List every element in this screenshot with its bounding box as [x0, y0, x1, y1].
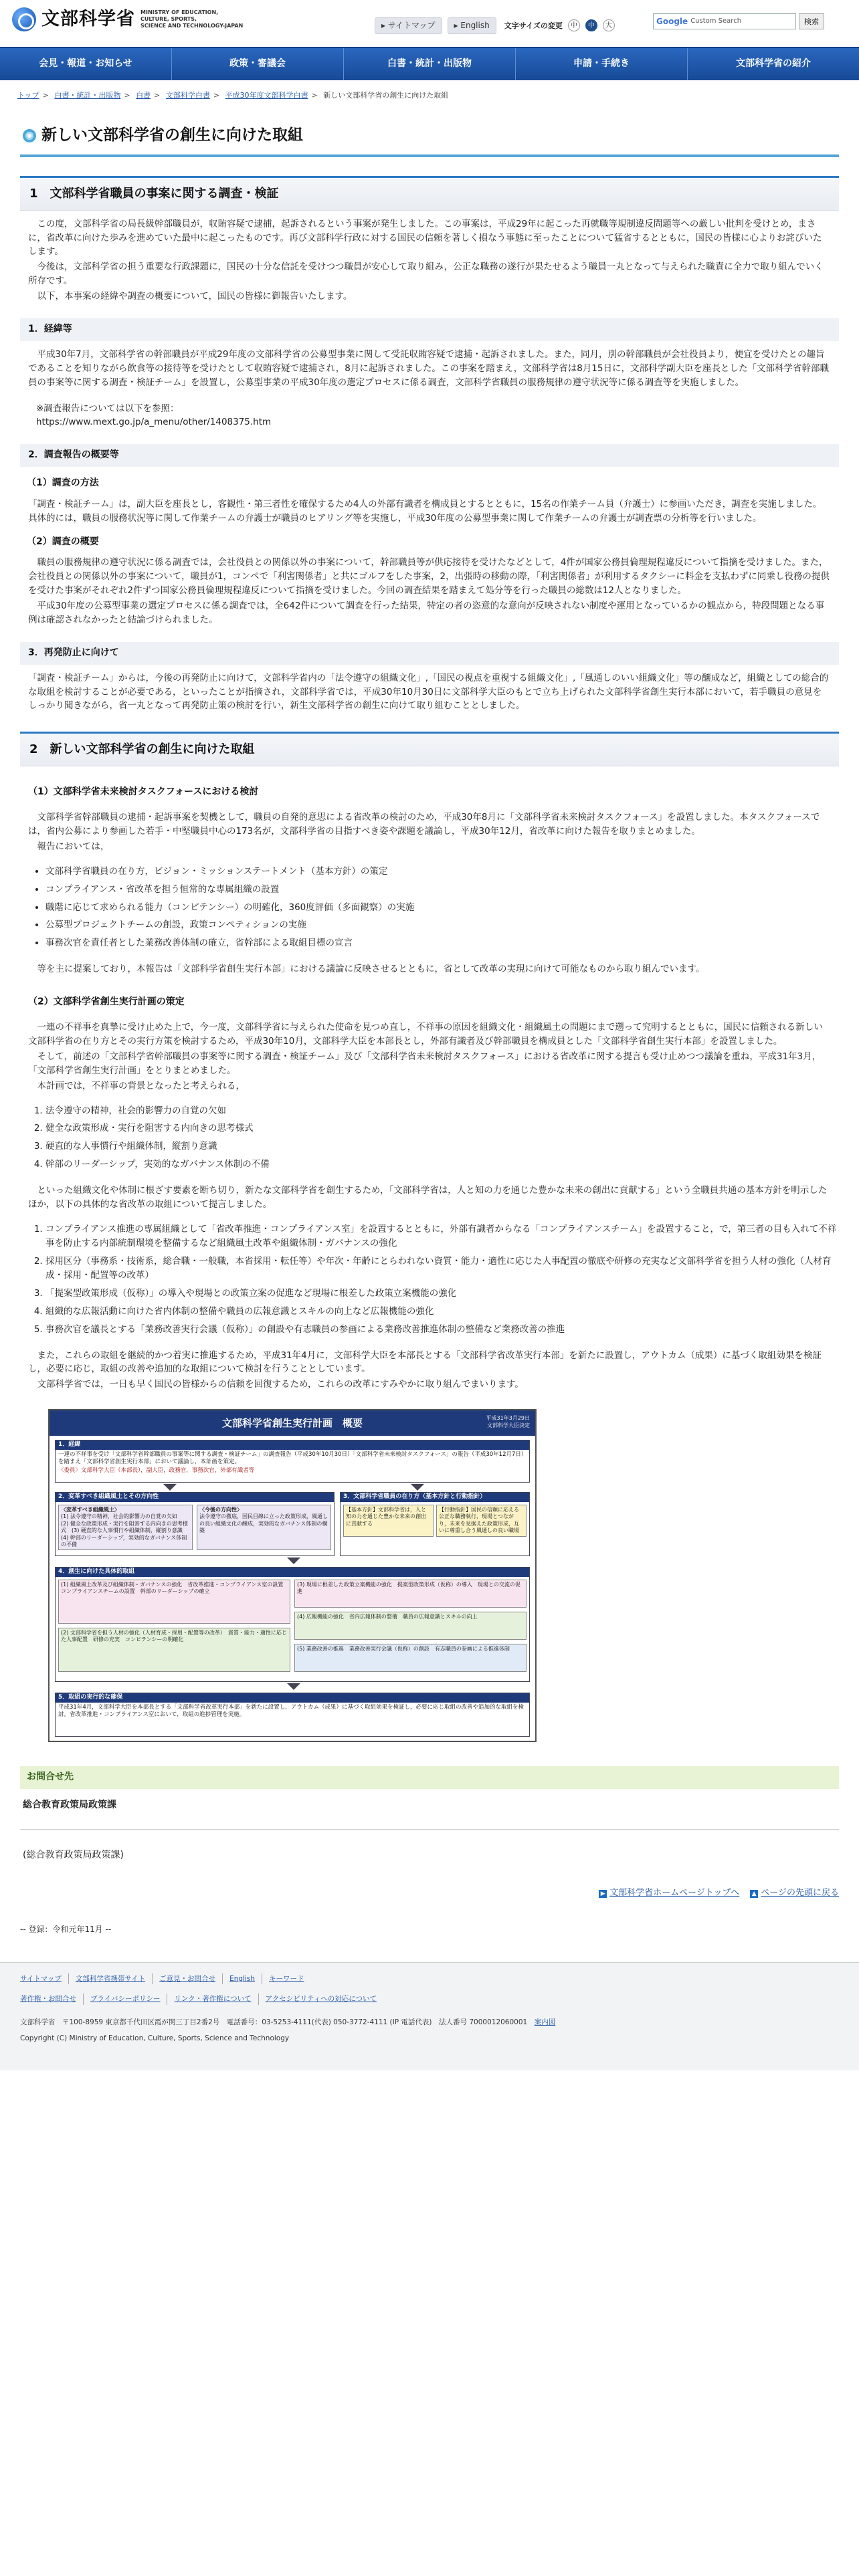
- divider: [20, 1829, 839, 1830]
- footer-link[interactable]: サイトマップ: [20, 1973, 69, 1984]
- paragraph: 以下，本事案の経緯や調査の概要について，国民の皆様に御報告いたします。: [37, 291, 353, 302]
- breadcrumb-item[interactable]: 平成30年度文部科学白書: [225, 91, 308, 100]
- english-link[interactable]: ▸ English: [448, 17, 496, 34]
- subsection-heading: （2）文部科学省創生実行計画の策定: [28, 996, 185, 1008]
- footer-link[interactable]: 文部科学省携帯サイト: [69, 1973, 153, 1984]
- font-size-medium-button[interactable]: 中: [585, 19, 597, 31]
- arrow-down-icon: [163, 1484, 177, 1491]
- figure-box-actions: 4．創生に向けた具体的取組 (1) 組織風土改革及び組織体制・ガバナンスの強化 省改革推進・コンプライアンス室の設置 コンプライアンスチームの設置 幹部のリーダーシップの確立 (2) 文部科学省を担う人材の強化（人材育成・採用・配置等の改革） 資質・能力・適性に応じた人事配置 研修の充実 コンピテンシーの明確化 (3) 現場に根差した政策立案機能の強化 提案型政策形成（仮称）の導入 現場との交流の促進 (4) 広報機能の強化 省内広報体制の整備 職員の広報意識とスキルの向上 (5) 業務改善の推進 業務改善実行会議（仮称）の創設 有志職員の参画による推進体制: [55, 1567, 530, 1682]
- google-logo: Google: [656, 16, 688, 26]
- footer-link[interactable]: 著作権・お問合せ: [20, 1994, 84, 2004]
- sub-subsection-heading: （2）調査の概要: [27, 536, 99, 547]
- paragraph: また，これらの取組を継続的かつ着実に推進するため，平成31年4月に，文部科学大臣を本部長とする「文部科学省改革実行本部」を新たに設置し，アウトカム（成果）に基づく取組効果を検証し，必要に応じ，取組の改善や追加的な取組について検討を行うこととしています。: [28, 1350, 822, 1375]
- list-item: • 職階に応じて求められる能力（コンピテンシー）の明確化，360度評価（多面観察）の実施: [45, 901, 839, 915]
- contact-department-note: (総合教育政策局政策課): [23, 1849, 124, 1860]
- figure-box-implementation: 5．取組の実行的な確保 平成31年4月，文部科学大臣を本部長とする「文部科学省改革実行本部」を新たに設置し，アウトカム（成果）に基づく取組効果を検証し，必要に応じ取組の改善や追加的な取組を検討。省改革推進・コンプライアンス室において，取組の進捗管理を実施。: [55, 1693, 530, 1737]
- logo-text: 文部科学省: [41, 9, 135, 29]
- subsection-heading: 1．経緯等: [20, 318, 839, 341]
- footer-links-primary: [20, 1973, 839, 1984]
- gnav-item-about[interactable]: 文部科学省の紹介: [736, 58, 811, 70]
- paragraph: 「調査・検証チーム」からは，今後の再発防止に向けて，文部科学省内の「法令遵守の組織文化」,「国民の視点を重視する組織文化」,「風通しのいい組織文化」等の醸成など，組織としての総合的な取組を検討することが必要である，といったことが指摘され，文部科学省では，平成30年10月30日に文部科学大臣のもとで立ち上げられた文部科学省創生実行本部において，若手職員の意見をしっかり聞きながら，省一丸となって再発防止策の検討を行い，新生文部科学省の創生に向けて取り組むこととしました。: [28, 672, 829, 712]
- page-links: [20, 1887, 839, 1900]
- footer-link[interactable]: English: [223, 1973, 262, 1984]
- list-item: 4. 幹部のリーダーシップ，実効的なガバナンス体制の不備: [45, 1158, 839, 1172]
- list-item: 2. 健全な政策形成・実行を阻害する内向きの思考様式: [45, 1121, 839, 1136]
- gnav-item-policy[interactable]: 政策・審議会: [172, 48, 344, 80]
- font-size-large-button[interactable]: 大: [603, 19, 615, 31]
- utility-bar: [375, 17, 615, 34]
- title-bullet-icon: [23, 129, 36, 142]
- paragraph: 文部科学省では，一日も早く国民の皆様からの信頼を回復するため，これらの改革にすみやかに取り組んでまいります。: [37, 1379, 524, 1390]
- page-title: [20, 118, 839, 157]
- map-link[interactable]: 案内図: [534, 2018, 556, 2026]
- list-item: • 公募型プロジェクトチームの創設，政策コンペティションの実施: [45, 918, 839, 932]
- gnav-item-publications[interactable]: 白書・統計・出版物: [344, 48, 516, 80]
- gnav-item-press[interactable]: 会見・報道・お知らせ: [0, 48, 172, 80]
- list-item: 2. 採用区分（事務系・技術系，総合職・一般職，本省採用・転任等）や年次・年齢にとらわれない資質・能力・適性に応じた人事配置の徹底や研修の充実など文部科学省を担う人材の強化（人材育成・採用・配置等の改革）: [45, 1255, 839, 1283]
- arrow-down-icon: [411, 1484, 424, 1491]
- figure-box-background: 1．経緯 一連の不祥事を受け「文部科学省幹部職員の事案等に関する調査・検証チーム」の調査報告（平成30年10月30日）「文部科学省未来検討タスクフォース」の報告（平成30年12月7日）を踏まえ「文部科学省創生実行本部」において議論し，本計画を策定。 〈委員〉文部科学大臣（本部長），副大臣，政務官，事務次官，外部有識者等: [55, 1440, 530, 1483]
- gnav-item-procedures[interactable]: 申請・手続き: [516, 48, 688, 80]
- page-title-text: 新しい文部科学省の創生に向けた取組: [41, 126, 303, 144]
- footer-link[interactable]: ご意見・お問合せ: [153, 1973, 223, 1984]
- paragraph: 今後は，文部科学省の担う重要な行政課題に，国民の十分な信託を受けつつ職員が安心して取り組み，公正な職務の遂行が果たせるよう職員一丸となって与えられた職責に全力で取り組んでいく所存です。: [28, 261, 824, 287]
- paragraph: 一連の不祥事を真摯に受け止めた上で，今一度，文部科学省に与えられた使命を見つめ直し，不祥事の原因を組織文化・組織風土の問題にまで遡って究明するとともに，国民に信頼される新しい文部科学省の在り方とその実行方策を検討するため，平成30年10月，文部科学大臣を本部長とし，外部有識者及び幹部職員を構成員とした「文部科学省創生実行本部」を設置しました。: [28, 1021, 823, 1047]
- footer-address: 文部科学省 〒100-8959 東京都千代田区霞が関三丁目2番2号 電話番号：03-5253-4111(代表) 050-3772-4111 (IP 電話代表) 法人番号 7000012060001 案内図: [20, 2018, 556, 2026]
- sub-subsection-heading: （1）調査の方法: [27, 477, 99, 489]
- list-item: 3. 「提案型政策形成（仮称）」の導入や現場との政策立案の促進など現場に根差した政策立案機能の強化: [45, 1287, 839, 1301]
- plan-overview-figure: [48, 1409, 537, 1742]
- list-item: • 文部科学省職員の在り方，ビジョン・ミッションステートメント（基本方針）の策定: [45, 865, 839, 879]
- footer-link[interactable]: プライバシーポリシー: [84, 1994, 167, 2004]
- section-1-heading: 1 文部科学省職員の事案に関する調査・検証: [20, 176, 839, 211]
- site-header: [0, 0, 859, 47]
- breadcrumb-current: 新しい文部科学省の創生に向けた取組: [323, 91, 449, 100]
- figure-box-principles: 3．文部科学省職員の在り方（基本方針と行動指針） 【基本方針】文部科学省は，人と知の力を通じた豊かな未来の創出に貢献する 【行動指針】国民の信頼に応える公正な職務執行，現場とつながり，未来を見据えた政策形成，互いに尊重し合う風通しの良い職場: [340, 1492, 530, 1556]
- breadcrumb-item[interactable]: トップ: [17, 91, 39, 100]
- list-item: 5. 事務次官を議長とする「業務改善実行会議（仮称）」の創設や有志職員の参画による業務改善推進体制の整備など業務改善の推進: [45, 1323, 839, 1337]
- contact-heading: お問合せ先: [20, 1766, 839, 1789]
- list-item: • コンプライアンス・省改革を担う恒常的な専属組織の設置: [45, 883, 839, 897]
- report-note: ※調査報告については以下を参照： https://www.mext.go.jp/a_menu/other/1408375.htm: [20, 402, 839, 430]
- footer-link[interactable]: キーワード: [269, 1975, 304, 1983]
- list-item: 1. 法令遵守の精神，社会的影響力の自覚の欠如: [45, 1104, 839, 1118]
- arrow-right-icon: ▶: [599, 1890, 607, 1898]
- paragraph: 「調査・検証チーム」は，副大臣を座長とし，客観性・第三者性を確保するため4人の外部有識者を構成員とするとともに，15名の作業チーム員（弁護士）に参画いただき，調査を実施しました。具体的には，職員の服務状況等に関して作業チームの弁護士が職員のヒアリング等を実施し，平成30年度の公募型事業に関して作業チームの弁護士が調査票の分析等を行いました。: [28, 498, 822, 524]
- font-size-label: 文字サイズの変更: [504, 21, 563, 30]
- list-item: 1. コンプライアンス推進の専属組織として「省改革推進・コンプライアンス室」を設置するとともに，外部有識者からなる「コンプライアンスチーム」を設置すること，で，第三者の目も入れて不祥事を防止する内部統制環境を整備するなど組織風土改革や組織体制・ガバナンスの強化: [45, 1222, 839, 1251]
- page-top-link[interactable]: ▲ ページの先頭に戻る: [750, 1887, 839, 1900]
- contact-department: 総合教育政策局政策課: [23, 1799, 116, 1810]
- section-2-heading: 2 新しい文部科学省の創生に向けた取組: [20, 732, 839, 766]
- search-placeholder: Custom Search: [690, 17, 742, 25]
- arrow-down-icon: [287, 1558, 300, 1564]
- list-item: 3. 硬直的な人事慣行や組織体制，縦割り意識: [45, 1140, 839, 1154]
- sitemap-link[interactable]: ▸ サイトマップ: [375, 17, 442, 34]
- list-item: 4. 組織的な広報活動に向けた省内体制の整備や職員の広報意識とスキルの向上など広報機能の強化: [45, 1305, 839, 1319]
- font-size-small-button[interactable]: 中: [568, 19, 580, 31]
- footer-link[interactable]: リンク・著作権について: [167, 1994, 258, 2004]
- figure-date: 平成31年3月29日 文部科学大臣決定: [486, 1415, 530, 1429]
- footer-link[interactable]: アクセシビリティへの対応について: [265, 1995, 377, 2004]
- search-input[interactable]: [653, 13, 796, 29]
- causes-list: [45, 1104, 839, 1172]
- breadcrumb-item[interactable]: 文部科学白書: [165, 91, 210, 100]
- paragraph: 報告においては，: [37, 841, 110, 852]
- search-button[interactable]: 検索: [799, 13, 824, 29]
- breadcrumb: トップ > 白書・統計・出版物 > 白書 > 文部科学白書 > 平成30年度文部科学白書 > 新しい文部科学省の創生に向けた取組: [17, 91, 449, 100]
- paragraph: この度，文部科学省の局長級幹部職員が，収賄容疑で逮捕，起訴されるという事案が発生しました。この事案は，平成29年に起こった再就職等規制違反問題等への厳しい批判を受けとめ，まさに，省改革に向けた歩みを進めていた最中に起こったものです。再び文部科学行政に対する国民の信頼を著しく損なう事態に至ったことについて猛省するとともに，国民の皆様に心よりお詫びいたします。: [28, 218, 822, 257]
- report-url[interactable]: https://www.mext.go.jp/a_menu/other/1408375.htm: [36, 417, 272, 428]
- copyright: Copyright (C) Ministry of Education, Culture, Sports, Science and Technology: [20, 2034, 290, 2042]
- subsection-heading: （1）文部科学省未来検討タスクフォースにおける検討: [28, 786, 259, 798]
- breadcrumb-item[interactable]: 白書: [136, 91, 151, 100]
- breadcrumb-item[interactable]: 白書・統計・出版物: [54, 91, 121, 100]
- global-nav: [0, 47, 859, 80]
- logo-english: MINISTRY OF EDUCATION, CULTURE, SPORTS, SCIENCE AND TECHNOLOGY-JAPAN: [140, 9, 244, 29]
- actions-list: [45, 1222, 839, 1336]
- paragraph: そして，前述の「文部科学省幹部職員の事案等に関する調査・検証チーム」及び「文部科学省未来検討タスクフォース」における省改革に関する提言も受け止めつつ議論を重ね，平成31年3月，「文部科学省創生実行計画」をとりまとめました。: [28, 1051, 822, 1076]
- arrow-down-icon: [287, 1683, 300, 1690]
- site-footer: [0, 1962, 859, 2070]
- paragraph: 文部科学省幹部職員の逮捕・起訴事案を契機として，職員の自発的意思による省改革の検討のため，平成30年8月に「文部科学省未来検討タスクフォース」を設置しました。本タスクフォースでは，省内公募により参画した若手・中堅職員中心の173名が，文部科学省の目指すべき姿や課題を議論し，平成30年12月，省改革に向けた報告を取りまとめました。: [28, 811, 820, 837]
- figure-box-direction: 2．変革すべき組織風土とその方向性 〈変革すべき組織風土〉 (1) 法令遵守の精神，社会的影響力の自覚の欠如 (2) 健全な政策形成・実行を阻害する内向きの思考様式 (3) 硬直的な人事慣行や組織体制，縦割り意識 (4) 幹部のリーダーシップ，実効的なガバナンス体制の不備 〈今後の方向性〉 法令遵守の徹底，国民目線に立った政策形成，風通しの良い組織文化の醸成，実効的なガバナンス体制の構築: [55, 1492, 335, 1556]
- registration-date: -- 登録：令和元年11月 --: [20, 1924, 112, 1934]
- paragraph: 平成30年7月，文部科学省の幹部職員が平成29年度の文部科学省の公募型事業に関して受託収賄容疑で逮捕・起訴されました。また，同月，別の幹部職員が会社役員より，便宜を受けたとの趣旨であることを知りながら飲食等の接待等を受けたとして収賄容疑で逮捕され，8月に起訴されました。この事案を踏まえ，文部科学省は8月15日に，文部科学副大臣を座長とした「文部科学省幹部職員の事案等に関する調査・検証チーム」を設置し，公募型事業の平成30年度の選定プロセスに係る調査，文部科学省職員の服務規律の遵守状況等に係る調査等を実施しました。: [28, 348, 829, 388]
- arrow-up-icon: ▲: [750, 1890, 758, 1898]
- home-link[interactable]: ▶ 文部科学省ホームページトップへ: [599, 1887, 739, 1900]
- main-content: [20, 118, 839, 1935]
- subsection-heading: 3．再発防止に向けて: [20, 642, 839, 665]
- paragraph: 等を主に提案しており，本報告は「文部科学省創生実行本部」における議論に反映させるとともに，省として改革の実現に向けて可能なものから取り組んでいます。: [37, 964, 705, 975]
- subsection-heading: 2．調査報告の概要等: [20, 444, 839, 467]
- site-search: [653, 13, 824, 29]
- footer-links-secondary: [20, 1994, 839, 2004]
- site-logo[interactable]: [12, 5, 243, 33]
- list-item: • 事務次官を責任者とした業務改善体制の確立，省幹部による取組目標の宣言: [45, 936, 839, 950]
- ministry-emblem-icon: [12, 7, 36, 31]
- paragraph: 平成30年度の公募型事業の選定プロセスに係る調査では，全642件について調査を行った結果，特定の者の恣意的な意向が反映されない制度や運用となっているかの観点から，特段問題となる事例は確認されなかったと結論づけられました。: [28, 601, 825, 625]
- figure-title: 文部科学省創生実行計画 概要 平成31年3月29日 文部科学大臣決定: [50, 1410, 535, 1436]
- paragraph: 本計画では，不祥事の背景となったと考えられる，: [37, 1080, 245, 1091]
- paragraph: 職員の服務規律の遵守状況に係る調査では，会社役員との関係以外の事案について，幹部職員等が供応接待を受けたなどとして，4件が国家公務員倫理規程違反について指摘を受けました。また，会社役員との関係以外の事案について，職員が1，コンペで「利害関係者」と共にゴルフをした事案，2，出張時の移動の際，「利害関係者」が利用するタクシーに料金を支払わずに同乗し役務の提供を受けた事案がそれぞれ2件ずつ国家公務員倫理規程違反について指摘を受けました。今回の調査結果を踏まえて処分等を行った職員の総数は12人となりました。: [28, 557, 830, 597]
- proposal-list: [45, 865, 839, 951]
- paragraph: といった組織文化や体制に根ざす要素を断ち切り，新たな文部科学省を創生するため，「文部科学省は，人と知の力を通じた豊かな未来の創出に貢献する」という全職員共通の基本方針を明示したほか，以下の具体的な省改革の取組について提言しました。: [28, 1185, 828, 1210]
